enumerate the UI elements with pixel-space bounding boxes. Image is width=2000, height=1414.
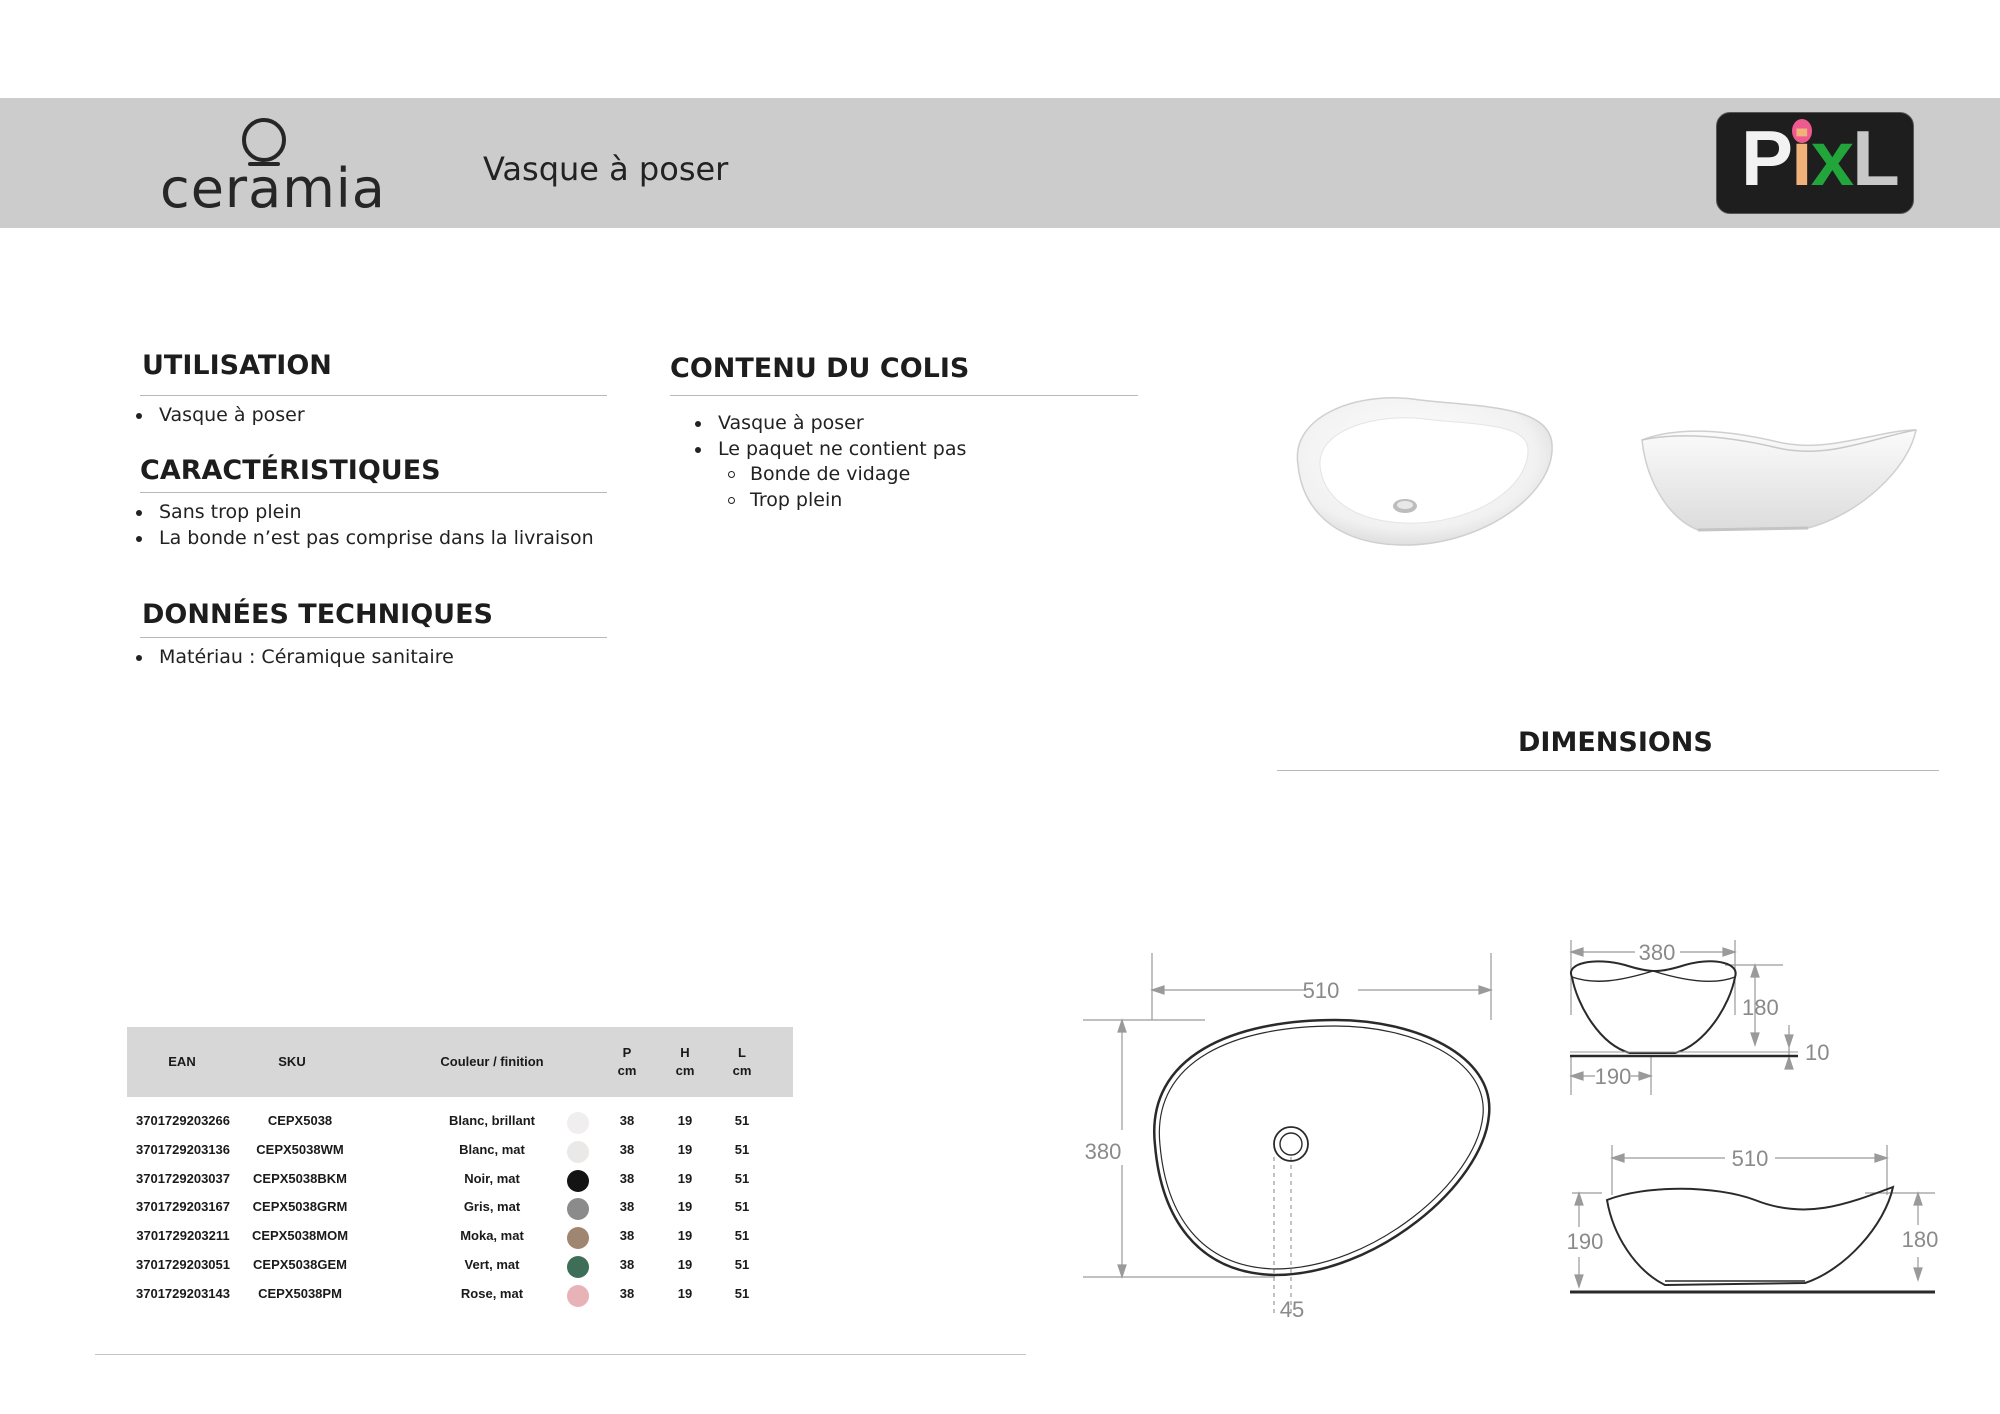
pixl-logo-text: PixL	[1741, 114, 1898, 202]
ceramia-logo	[158, 112, 386, 222]
list-item: Vasque à poser	[159, 403, 305, 429]
label-side-depth: 380	[1638, 940, 1676, 965]
cell-h: 19	[677, 1228, 693, 1244]
label-drain-offset: 45	[1279, 1297, 1305, 1322]
header-l: L cm	[732, 1045, 752, 1078]
table-row	[127, 1193, 793, 1222]
cell-ean: 3701729203037	[136, 1170, 230, 1186]
cell-couleur: Gris, mat	[463, 1199, 521, 1215]
cell-l: 51	[734, 1199, 750, 1215]
label-front-height: 190	[1566, 1229, 1604, 1254]
list-sub-item: Bonde de vidage	[718, 462, 966, 488]
label-top-width: 510	[1302, 978, 1340, 1003]
section-title-contenu-du-colis: CONTENU DU COLIS	[670, 353, 970, 384]
color-swatch	[567, 1198, 589, 1220]
table-row	[127, 1165, 793, 1194]
cell-couleur: Moka, mat	[460, 1228, 524, 1244]
color-swatch	[567, 1112, 589, 1134]
basin-side-view-photo	[1638, 420, 1920, 535]
label-side-height-inner: 180	[1742, 995, 1779, 1020]
header-sku: SKU	[278, 1054, 306, 1070]
cell-ean: 3701729203167	[136, 1199, 230, 1215]
divider	[95, 1354, 1026, 1355]
cell-ean: 3701729203143	[136, 1285, 230, 1301]
cell-l: 51	[734, 1285, 750, 1301]
cell-l: 51	[734, 1141, 750, 1157]
list-item: Matériau : Céramique sanitaire	[159, 645, 454, 671]
utilisation-list	[159, 403, 305, 429]
section-title-dimensions: DIMENSIONS	[1518, 727, 1713, 758]
cell-p: 38	[619, 1141, 635, 1157]
cell-couleur: Rose, mat	[460, 1285, 524, 1301]
cell-sku: CEPX5038WM	[256, 1141, 344, 1157]
color-swatch	[567, 1227, 589, 1249]
cell-p: 38	[619, 1256, 635, 1272]
contenu-list	[718, 411, 966, 513]
divider	[140, 395, 607, 396]
divider	[670, 395, 1138, 396]
label-base-depth: 190	[1594, 1064, 1632, 1089]
table-row	[127, 1222, 793, 1251]
cell-h: 19	[677, 1256, 693, 1272]
cell-p: 38	[619, 1113, 635, 1128]
list-item: Sans trop plein	[159, 500, 594, 526]
cell-sku: CEPX5038	[267, 1113, 333, 1128]
list-item: Vasque à poser	[718, 411, 966, 437]
cell-h: 19	[677, 1199, 693, 1215]
label-base-thickness: 10	[1805, 1040, 1830, 1065]
cell-l: 51	[734, 1228, 750, 1244]
label-front-width: 510	[1731, 1146, 1769, 1171]
cell-p: 38	[619, 1199, 635, 1215]
header-p: P cm	[617, 1045, 637, 1078]
divider	[140, 492, 607, 493]
product-title: Vasque à poser	[483, 150, 729, 188]
cell-couleur: Vert, mat	[464, 1256, 520, 1272]
spec-table	[127, 1027, 793, 1309]
cell-ean: 3701729203211	[136, 1228, 230, 1244]
table-body	[127, 1097, 793, 1309]
table-header	[127, 1027, 793, 1097]
cell-couleur: Noir, mat	[464, 1170, 520, 1186]
list-item: La bonde n’est pas comprise dans la livraison	[159, 526, 594, 552]
cell-sku: CEPX5038PM	[258, 1285, 342, 1301]
header-ean: EAN	[168, 1054, 196, 1070]
cell-couleur: Blanc, mat	[459, 1141, 525, 1157]
cell-p: 38	[619, 1228, 635, 1244]
dimension-drawing	[1075, 935, 1955, 1335]
table-row	[127, 1251, 793, 1280]
cell-sku: CEPX5038BKM	[253, 1170, 347, 1186]
divider	[1277, 770, 1939, 771]
cell-l: 51	[734, 1113, 750, 1128]
cell-ean: 3701729203051	[136, 1256, 230, 1272]
section-title-caracteristiques: CARACTÉRISTIQUES	[140, 455, 441, 486]
list-item: Le paquet ne contient pas	[718, 437, 966, 463]
brand-name: ceramia	[160, 157, 386, 220]
cell-ean: 3701729203136	[136, 1141, 230, 1157]
cell-ean: 3701729203266	[136, 1113, 230, 1128]
section-title-donnees-techniques: DONNÉES TECHNIQUES	[142, 599, 493, 630]
donnees-list	[159, 645, 454, 671]
divider	[140, 637, 607, 638]
cell-sku: CEPX5038GEM	[253, 1256, 347, 1272]
header-couleur: Couleur / finition	[440, 1054, 544, 1070]
table-row	[127, 1136, 793, 1165]
cell-sku: CEPX5038MOM	[251, 1228, 349, 1244]
cell-p: 38	[619, 1285, 635, 1301]
caracteristiques-list	[159, 500, 594, 551]
cell-p: 38	[619, 1170, 635, 1186]
cell-l: 51	[734, 1256, 750, 1272]
pixl-logo	[1716, 112, 1914, 214]
table-row	[127, 1107, 793, 1136]
cell-couleur: Blanc, brillant	[449, 1113, 535, 1128]
cell-l: 51	[734, 1170, 750, 1186]
label-front-height-inner: 180	[1901, 1227, 1939, 1252]
color-swatch	[567, 1141, 589, 1163]
cell-h: 19	[677, 1170, 693, 1186]
list-sub-item: Trop plein	[718, 488, 966, 514]
color-swatch	[567, 1170, 589, 1192]
cell-h: 19	[677, 1141, 693, 1157]
section-title-utilisation: UTILISATION	[142, 350, 332, 381]
cell-sku: CEPX5038GRM	[252, 1199, 348, 1215]
color-swatch	[567, 1285, 589, 1307]
label-top-depth: 380	[1084, 1139, 1122, 1164]
header-h: H cm	[675, 1045, 695, 1078]
cell-h: 19	[677, 1113, 693, 1128]
color-swatch	[567, 1256, 589, 1278]
basin-top-view-photo	[1290, 385, 1560, 555]
table-row	[127, 1280, 793, 1309]
cell-h: 19	[677, 1285, 693, 1301]
